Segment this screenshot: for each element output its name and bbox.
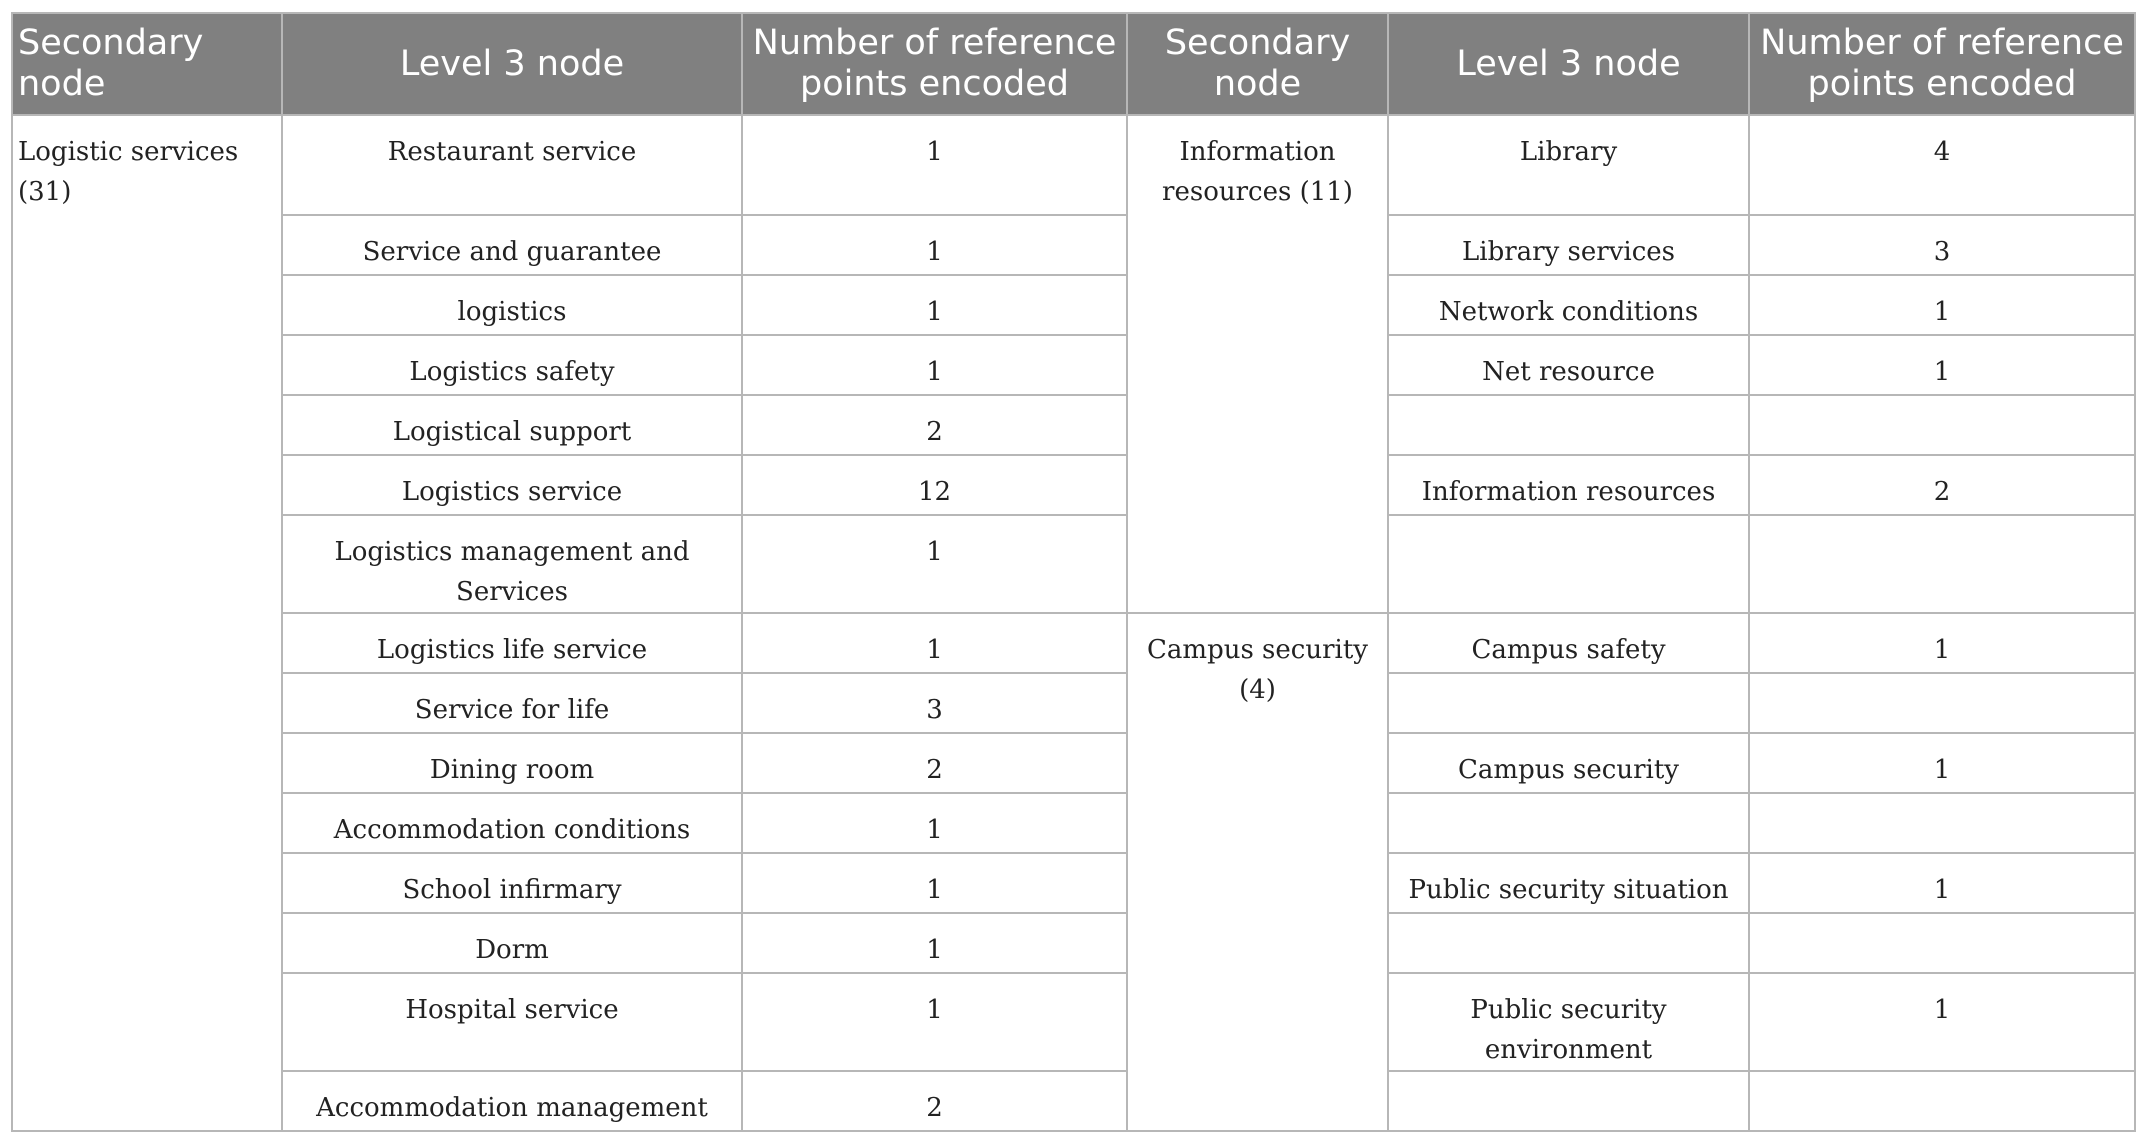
secondary-node-cell: Information resources (11) bbox=[1127, 115, 1388, 613]
secondary-node-cell: Campus security (4) bbox=[1127, 613, 1388, 1131]
reference-count-cell: 4 bbox=[1749, 115, 2135, 215]
level3-node-cell: Restaurant service bbox=[282, 115, 742, 215]
reference-count-cell: 1 bbox=[742, 853, 1127, 913]
table-row bbox=[12, 115, 2135, 215]
reference-count-cell bbox=[1749, 913, 2135, 973]
reference-points-table bbox=[11, 12, 2136, 1132]
reference-count-cell bbox=[1749, 793, 2135, 853]
header-secondary-node-left: Secondary node bbox=[12, 13, 282, 115]
reference-count-cell: 2 bbox=[1749, 455, 2135, 515]
reference-count-cell: 1 bbox=[742, 335, 1127, 395]
level3-node-cell bbox=[1388, 673, 1749, 733]
level3-node-cell: Net resource bbox=[1388, 335, 1749, 395]
table-row bbox=[12, 455, 2135, 515]
reference-count-cell bbox=[1749, 1071, 2135, 1131]
header-level3-node-right: Level 3 node bbox=[1388, 13, 1749, 115]
reference-count-cell: 1 bbox=[742, 793, 1127, 853]
level3-node-cell: Public security environment bbox=[1388, 973, 1749, 1071]
level3-node-cell: Logistics safety bbox=[282, 335, 742, 395]
level3-node-cell: Accommodation management bbox=[282, 1071, 742, 1131]
header-row bbox=[12, 13, 2135, 115]
table-row bbox=[12, 395, 2135, 455]
reference-count-cell: 2 bbox=[742, 1071, 1127, 1131]
reference-count-cell: 1 bbox=[1749, 733, 2135, 793]
header-level3-node-left: Level 3 node bbox=[282, 13, 742, 115]
header-secondary-node-right: Secondary node bbox=[1127, 13, 1388, 115]
level3-node-cell: Hospital service bbox=[282, 973, 742, 1071]
table-row bbox=[12, 853, 2135, 913]
level3-node-cell: Service and guarantee bbox=[282, 215, 742, 275]
reference-count-cell bbox=[1749, 673, 2135, 733]
reference-count-cell: 1 bbox=[742, 115, 1127, 215]
reference-count-cell: 1 bbox=[1749, 335, 2135, 395]
table-row bbox=[12, 793, 2135, 853]
reference-count-cell: 1 bbox=[742, 215, 1127, 275]
reference-count-cell: 1 bbox=[1749, 275, 2135, 335]
level3-node-cell: Logistics life service bbox=[282, 613, 742, 673]
level3-node-cell: Accommodation conditions bbox=[282, 793, 742, 853]
table-row bbox=[12, 613, 2135, 673]
table-row bbox=[12, 1071, 2135, 1131]
level3-node-cell: Dining room bbox=[282, 733, 742, 793]
level3-node-cell bbox=[1388, 395, 1749, 455]
reference-count-cell: 3 bbox=[742, 673, 1127, 733]
level3-node-cell: Logistics management and Services bbox=[282, 515, 742, 613]
table-row bbox=[12, 335, 2135, 395]
level3-node-cell: Network conditions bbox=[1388, 275, 1749, 335]
table-row bbox=[12, 913, 2135, 973]
reference-count-cell: 1 bbox=[1749, 613, 2135, 673]
level3-node-cell: Campus security bbox=[1388, 733, 1749, 793]
level3-node-cell: Logistical support bbox=[282, 395, 742, 455]
reference-count-cell: 1 bbox=[1749, 853, 2135, 913]
reference-count-cell: 1 bbox=[1749, 973, 2135, 1071]
level3-node-cell: Dorm bbox=[282, 913, 742, 973]
level3-node-cell: Public security situation bbox=[1388, 853, 1749, 913]
table-row bbox=[12, 515, 2135, 613]
table-row bbox=[12, 275, 2135, 335]
reference-count-cell bbox=[1749, 515, 2135, 613]
level3-node-cell: Campus safety bbox=[1388, 613, 1749, 673]
reference-count-cell: 1 bbox=[742, 613, 1127, 673]
level3-node-cell: Service for life bbox=[282, 673, 742, 733]
level3-node-cell bbox=[1388, 515, 1749, 613]
reference-count-cell: 3 bbox=[1749, 215, 2135, 275]
level3-node-cell: Information resources bbox=[1388, 455, 1749, 515]
reference-count-cell bbox=[1749, 395, 2135, 455]
table-row bbox=[12, 733, 2135, 793]
table-row bbox=[12, 673, 2135, 733]
reference-count-cell: 12 bbox=[742, 455, 1127, 515]
level3-node-cell bbox=[1388, 1071, 1749, 1131]
secondary-node-cell: Logistic services (31) bbox=[12, 115, 282, 1131]
level3-node-cell: Library services bbox=[1388, 215, 1749, 275]
table-row bbox=[12, 215, 2135, 275]
reference-count-cell: 1 bbox=[742, 275, 1127, 335]
level3-node-cell: logistics bbox=[282, 275, 742, 335]
level3-node-cell bbox=[1388, 793, 1749, 853]
level3-node-cell bbox=[1388, 913, 1749, 973]
reference-count-cell: 1 bbox=[742, 973, 1127, 1071]
level3-node-cell: Logistics service bbox=[282, 455, 742, 515]
reference-count-cell: 2 bbox=[742, 733, 1127, 793]
level3-node-cell: School infirmary bbox=[282, 853, 742, 913]
reference-count-cell: 2 bbox=[742, 395, 1127, 455]
reference-count-cell: 1 bbox=[742, 515, 1127, 613]
header-reference-count-right: Number of reference points encoded bbox=[1749, 13, 2135, 115]
table-row bbox=[12, 973, 2135, 1071]
header-reference-count-left: Number of reference points encoded bbox=[742, 13, 1127, 115]
reference-count-cell: 1 bbox=[742, 913, 1127, 973]
level3-node-cell: Library bbox=[1388, 115, 1749, 215]
